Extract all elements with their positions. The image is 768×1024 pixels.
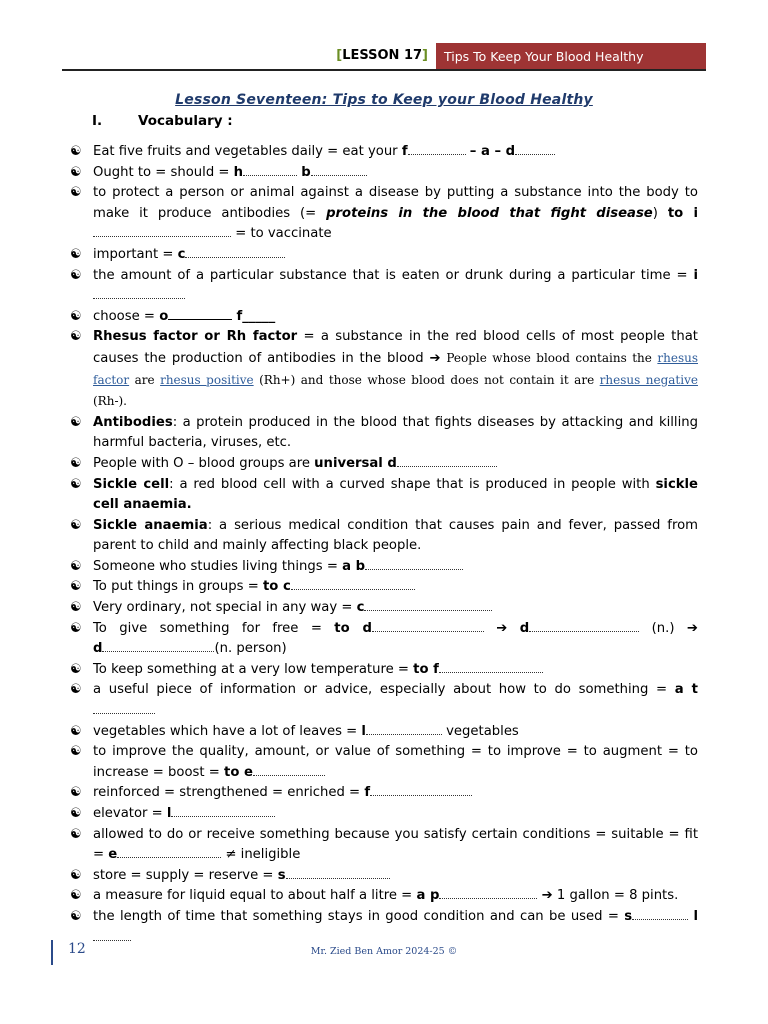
- yin-yang-icon: ☯: [70, 308, 82, 324]
- blank: [529, 619, 639, 632]
- list-item: ☯ vegetables which have a lot of leaves = l vegetables: [70, 722, 698, 743]
- blank: [168, 307, 232, 320]
- yin-yang-icon: ☯: [70, 744, 82, 760]
- yin-yang-icon: ☯: [70, 476, 82, 492]
- list-item: ☯ store = supply = reserve = s: [70, 866, 698, 887]
- yin-yang-icon: ☯: [70, 826, 82, 842]
- list-item: ☯ to protect a person or animal against a disease by putting a substance into the body to make it produce antibodies (= proteins in the blood that fight disease) to i = to vaccinate: [70, 185, 698, 242]
- header-rule: [62, 69, 706, 71]
- blank: [286, 866, 390, 879]
- arrow-right-icon: ➔: [541, 888, 553, 904]
- yin-yang-icon: ☯: [70, 806, 82, 821]
- blank: [372, 619, 484, 632]
- list-item: ☯ allowed to do or receive something because you satisfy certain conditions = suitable = fit = e ≠ ineligible: [70, 826, 698, 863]
- blank: [185, 245, 285, 258]
- yin-yang-icon: ☯: [70, 888, 82, 904]
- yin-yang-icon: ☯: [70, 682, 82, 698]
- list-item: ☯ Antibodies: a protein produced in the blood that fights diseases by attacking and killing harmful bacteria, viruses, etc.: [70, 414, 698, 451]
- yin-yang-icon: ☯: [70, 661, 82, 677]
- list-item: ☯ Very ordinary, not special in any way = c: [70, 598, 698, 619]
- yin-yang-icon: ☯: [70, 600, 82, 616]
- page-header: [62, 43, 706, 71]
- list-item: ☯ To give something for free = to d ➔ d (n.) ➔ d (n. person): [70, 620, 698, 657]
- blank: [515, 142, 555, 155]
- blank: [366, 722, 442, 735]
- list-item: ☯ important = c: [70, 245, 698, 266]
- blank: [439, 660, 543, 673]
- arrow-right-icon: ➔: [429, 350, 441, 366]
- blank: [364, 598, 492, 611]
- yin-yang-icon: ☯: [70, 246, 82, 262]
- blank: [408, 142, 466, 155]
- arrow-right-icon: ➔: [496, 620, 508, 636]
- blank: [93, 286, 185, 299]
- yin-yang-icon: ☯: [70, 267, 82, 283]
- yin-yang-icon: ☯: [70, 620, 82, 636]
- yin-yang-icon: ☯: [70, 185, 82, 201]
- list-item: ☯ People with O – blood groups are universal d: [70, 454, 698, 475]
- blank: [439, 886, 537, 899]
- blank: [171, 804, 275, 817]
- header-title: Tips To Keep Your Blood Healthy: [436, 43, 706, 70]
- lesson-tag: [LESSON 17]: [336, 48, 428, 63]
- yin-yang-icon: ☯: [70, 579, 82, 595]
- blank: [365, 557, 463, 570]
- list-item: ☯ To keep something at a very low temperature = to f: [70, 660, 698, 681]
- blank: [117, 845, 221, 858]
- arrow-right-icon: ➔: [686, 620, 698, 636]
- yin-yang-icon: ☯: [70, 785, 82, 801]
- list-item: ☯ reinforced = strengthened = enriched = f: [70, 783, 698, 804]
- list-item: ☯ Sickle cell: a red blood cell with a curved shape that is produced in people with sickle cell anaemia.: [70, 476, 698, 513]
- list-item: ☯ to improve the quality, amount, or value of something = to improve = to augment = to increase = boost = to e: [70, 744, 698, 780]
- lesson-title: Lesson Seventeen: Tips to Keep your Blood Healthy: [175, 92, 593, 108]
- list-item: ☯ Eat five fruits and vegetables daily = eat your f – a – d: [70, 142, 698, 163]
- list-item: ☯ Ought to = should = h b: [70, 163, 698, 184]
- blank: [370, 783, 472, 796]
- blank: [102, 639, 214, 652]
- yin-yang-icon: ☯: [70, 164, 82, 180]
- blank: [397, 454, 497, 467]
- yin-yang-icon: ☯: [70, 455, 82, 471]
- list-item: ☯ a measure for liquid equal to about half a litre = a p ➔ 1 gallon = 8 pints.: [70, 886, 698, 907]
- list-item: ☯ a useful piece of information or advice, especially about how to do something = a t: [70, 680, 698, 721]
- list-item: ☯ To put things in groups = to c: [70, 577, 698, 598]
- blank: [93, 701, 155, 714]
- blank: [93, 928, 131, 941]
- blank: [632, 907, 688, 920]
- list-item: ☯ elevator = l: [70, 804, 698, 825]
- vocabulary-list: [70, 142, 698, 948]
- section-heading: I. Vocabulary :: [92, 113, 233, 129]
- list-item: ☯ the amount of a particular substance that is eaten or drunk during a particular time = i: [70, 266, 698, 307]
- page-number: 12: [68, 941, 86, 957]
- list-item: ☯ Someone who studies living things = a b: [70, 557, 698, 578]
- blank: [291, 577, 415, 590]
- blank: [243, 163, 297, 176]
- yin-yang-icon: ☯: [70, 558, 82, 574]
- blank: [311, 163, 367, 176]
- yin-yang-icon: ☯: [70, 517, 82, 533]
- yin-yang-icon: ☯: [70, 414, 82, 430]
- yin-yang-icon: ☯: [70, 908, 82, 924]
- list-item: ☯ the length of time that something stays in good condition and can be used = s l: [70, 907, 698, 948]
- footer-credit: Mr. Zied Ben Amor 2024-25 ©: [310, 946, 458, 957]
- blank: [93, 224, 231, 237]
- list-item: ☯ Sickle anaemia: a serious medical condition that causes pain and fever, passed from parent to child and mainly affecting black people.: [70, 517, 698, 554]
- list-item: ☯ Rhesus factor or Rh factor = a substance in the red blood cells of most people that causes the production of antibodies in the blood ➔ People whose blood contains the rhesus factor are rhesus positive (Rh+) and those whose blood does not contain it are rhesus negative (Rh-).: [70, 329, 698, 409]
- yin-yang-icon: ☯: [70, 867, 82, 883]
- blank: [253, 763, 325, 776]
- list-item: ☯ choose = o f_____: [70, 307, 698, 328]
- yin-yang-icon: ☯: [70, 329, 82, 345]
- yin-yang-icon: ☯: [70, 723, 82, 739]
- yin-yang-icon: ☯: [70, 144, 82, 159]
